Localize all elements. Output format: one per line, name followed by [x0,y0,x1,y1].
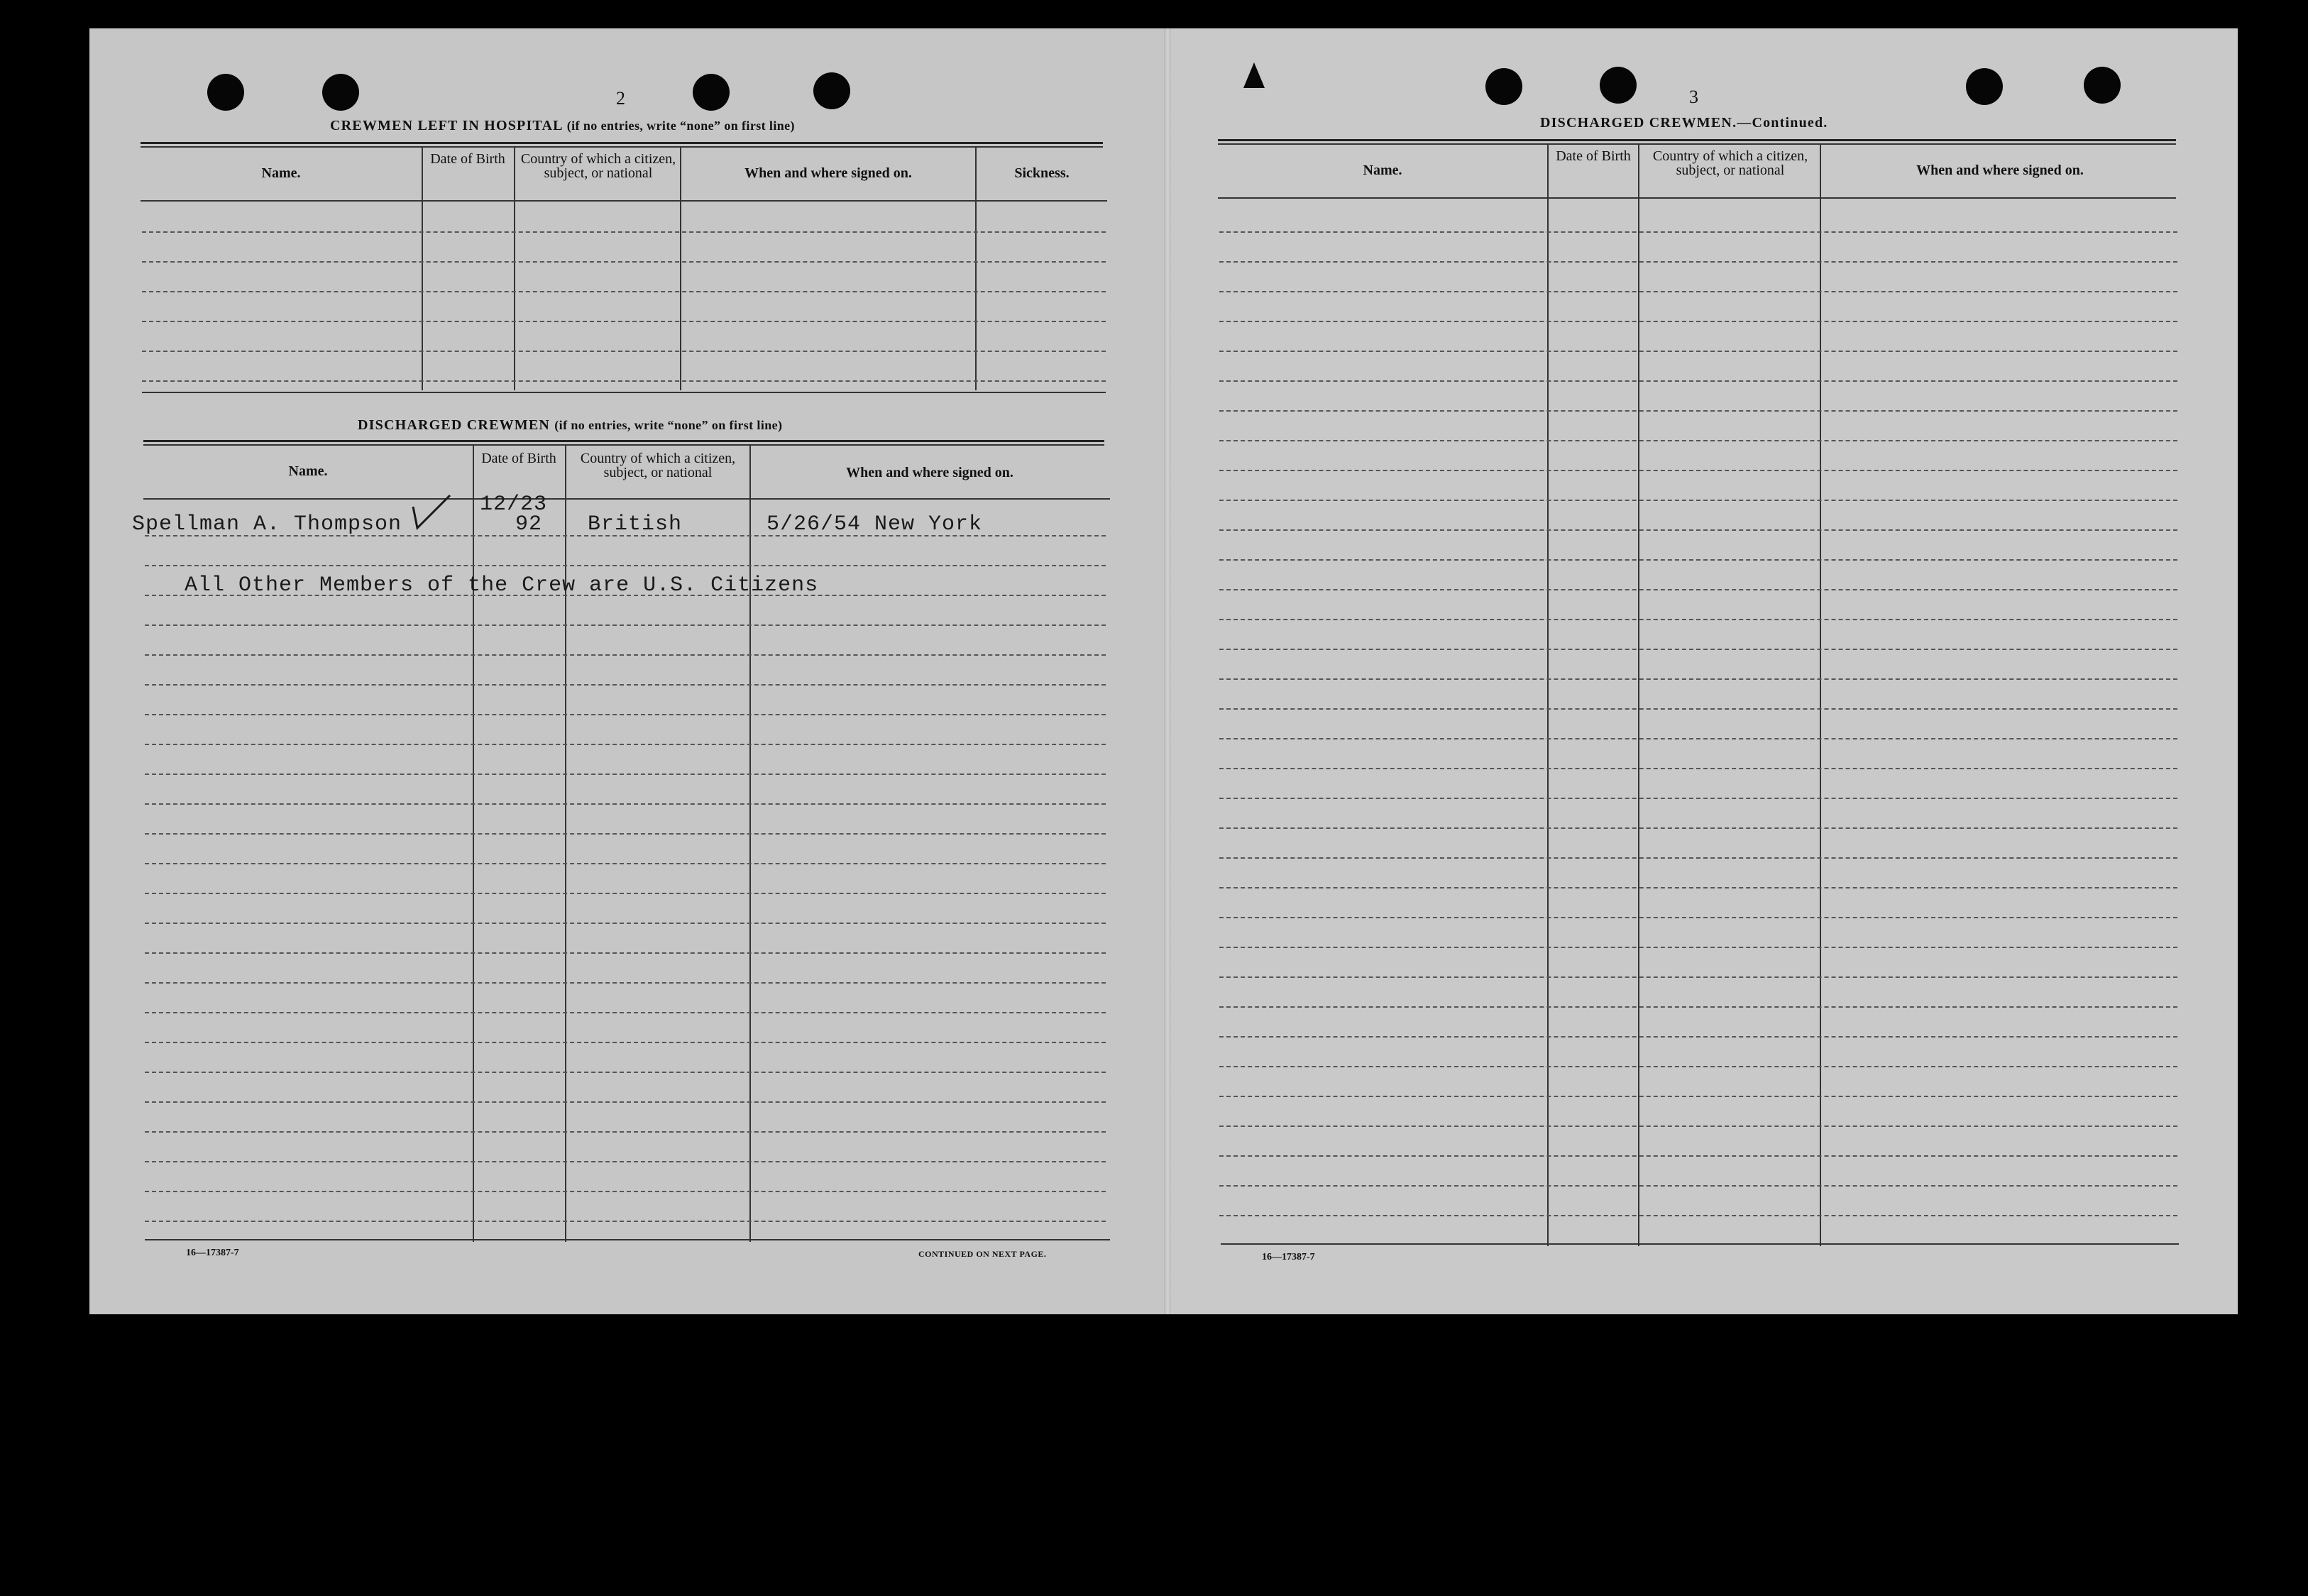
check-mark [409,492,453,534]
hospital-title-note: (if no entries, write “none” on first line) [566,119,795,133]
form-code-right: 16—17387-7 [1262,1252,1315,1262]
right-top-rule [1218,139,2176,141]
right-col-divider [1638,143,1639,1246]
hospital-col-divider [680,146,681,390]
discharged-col-divider [565,444,566,1242]
hospital-col-divider [975,146,977,390]
hospital-col-signed-on: When and where signed on. [744,165,912,181]
hospital-col-country: Country of which a citizen, subject, or national [520,151,676,181]
crewman-signed-on: 5/26/54 New York [766,512,983,536]
hospital-title-text: CREWMEN LEFT IN HOSPITAL [330,118,563,133]
page-fold [1164,28,1171,1314]
discharged-col-signed-on: When and where signed on. [846,465,1013,480]
hospital-top-rule [141,142,1103,144]
right-page [1168,28,2238,1314]
hospital-col-divider [422,146,423,390]
discharged-title-text: DISCHARGED CREWMEN [358,417,551,433]
hospital-top-rule-2 [141,146,1103,148]
punch-hole [2084,67,2121,104]
discharged-title-note: (if no entries, write “none” on first line) [554,418,783,432]
punch-hole [693,74,730,111]
right-bottom-rule [1221,1243,2179,1245]
hospital-section-title [330,118,795,134]
page-number-left: 2 [616,88,625,109]
form-code-left: 16—17387-7 [186,1248,239,1258]
discharged-col-country: Country of which a citizen, subject, or national [580,451,736,480]
discharged-col-name: Name. [288,463,328,479]
right-header-rule [1218,197,2176,199]
right-top-rule-2 [1218,143,2176,145]
crewman-dob-month-day: 12/23 [480,492,548,517]
hospital-col-dob: Date of Birth [430,151,505,167]
hospital-col-name: Name. [261,165,301,181]
discharged-section-title [358,417,782,434]
right-col-dob: Date of Birth [1556,148,1631,164]
crewman-name: Spellman A. Thompson [132,512,402,536]
crewman-country: British [588,512,683,536]
continued-note: CONTINUED ON NEXT PAGE. [918,1249,1047,1259]
staple-mark [1243,62,1265,88]
punch-hole [207,74,244,111]
discharged-col-dob: Date of Birth [481,451,556,466]
discharged-top-rule [143,440,1104,442]
left-page [89,28,1168,1314]
discharged-col-divider [473,444,474,1242]
right-col-name: Name. [1363,163,1402,178]
discharged-top-rule-2 [143,444,1104,446]
crewman-dob-year: 92 [515,512,543,536]
hospital-header-rule [141,200,1107,202]
discharged-col-divider [749,444,751,1242]
discharged-bottom-rule [145,1239,1110,1240]
hospital-col-sickness: Sickness. [1014,165,1070,181]
right-col-country: Country of which a citizen, subject, or national [1652,148,1808,178]
crew-remark: All Other Members of the Crew are U.S. Citizens [185,573,819,598]
hospital-col-divider [514,146,515,390]
punch-hole [1485,68,1522,105]
punch-hole [1966,68,2003,105]
right-col-signed-on: When and where signed on. [1916,163,2084,178]
right-section-title: DISCHARGED CREWMEN.—Continued. [1540,115,1828,131]
right-col-divider [1547,143,1549,1246]
punch-hole [1600,67,1637,104]
hospital-bottom-rule [142,392,1106,393]
page-number-right: 3 [1689,87,1698,107]
right-col-divider [1820,143,1821,1246]
discharged-header-rule [143,498,1110,500]
punch-hole [322,74,359,111]
punch-hole [813,72,850,109]
